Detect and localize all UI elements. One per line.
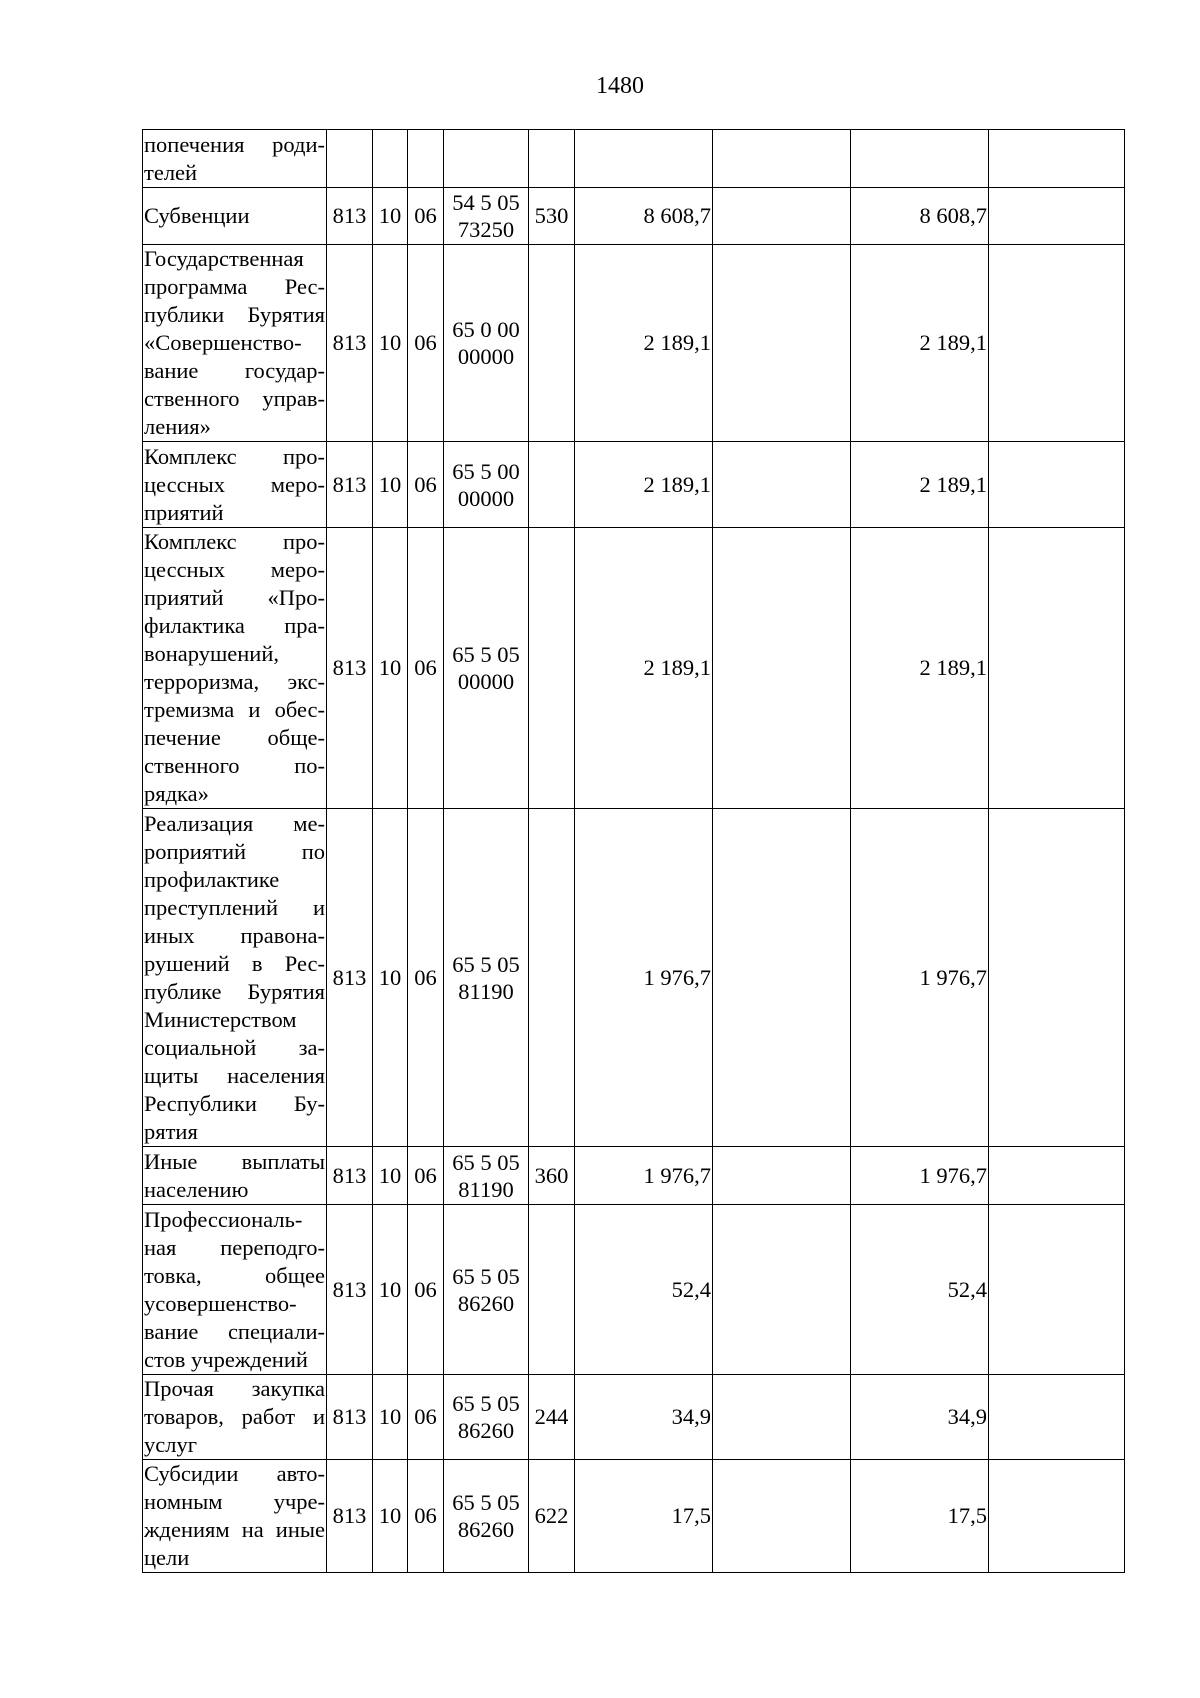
rz-cell: 10: [373, 188, 408, 245]
table-row: [143, 245, 1125, 442]
rz-cell: 10: [373, 245, 408, 442]
sum-cell-1: 2 189,1: [575, 528, 713, 809]
sum-cell-1: 8 608,7: [575, 188, 713, 245]
sum-cell-1: 1 976,7: [575, 1147, 713, 1205]
row-name-cell: Субсидии авто-номным учре-ждениям на иные цели: [143, 1460, 327, 1573]
csr-cell: 65 5 05 86260: [444, 1205, 529, 1375]
sum-cell-4: [989, 1205, 1125, 1375]
pr-cell: 06: [408, 1460, 444, 1573]
vr-cell: [529, 1205, 575, 1375]
csr-cell: 65 5 05 00000: [444, 528, 529, 809]
csr-cell: 65 5 00 00000: [444, 442, 529, 528]
sum-cell-3: 2 189,1: [851, 442, 989, 528]
pr-cell: 06: [408, 1147, 444, 1205]
row-name-cell: попечения роди-телей: [143, 130, 327, 188]
sum-cell-4: [989, 1375, 1125, 1460]
table-row: [143, 1147, 1125, 1205]
sum-cell-3: 2 189,1: [851, 245, 989, 442]
gr-cell: [327, 130, 373, 188]
sum-cell-1: 2 189,1: [575, 245, 713, 442]
sum-cell-3: 52,4: [851, 1205, 989, 1375]
row-name-cell: Комплекс про-цессных меро-приятий: [143, 442, 327, 528]
pr-cell: [408, 130, 444, 188]
csr-cell: [444, 130, 529, 188]
gr-cell: 813: [327, 245, 373, 442]
gr-cell: 813: [327, 1147, 373, 1205]
csr-cell: 65 5 05 86260: [444, 1375, 529, 1460]
sum-cell-4: [989, 245, 1125, 442]
rz-cell: 10: [373, 1375, 408, 1460]
csr-cell: 65 5 05 81190: [444, 1147, 529, 1205]
sum-cell-3: 1 976,7: [851, 1147, 989, 1205]
vr-cell: [529, 245, 575, 442]
vr-cell: 530: [529, 188, 575, 245]
csr-cell: 65 5 05 81190: [444, 809, 529, 1147]
sum-cell-4: [989, 1147, 1125, 1205]
pr-cell: 06: [408, 1375, 444, 1460]
csr-cell: 65 5 05 86260: [444, 1460, 529, 1573]
table-row: [143, 1205, 1125, 1375]
rz-cell: 10: [373, 1205, 408, 1375]
sum-cell-2: [713, 809, 851, 1147]
row-name-cell: Иные выплаты населению: [143, 1147, 327, 1205]
sum-cell-1: 17,5: [575, 1460, 713, 1573]
gr-cell: 813: [327, 809, 373, 1147]
csr-cell: 65 0 00 00000: [444, 245, 529, 442]
sum-cell-3: 1 976,7: [851, 809, 989, 1147]
pr-cell: 06: [408, 188, 444, 245]
vr-cell: 244: [529, 1375, 575, 1460]
row-name-cell: Субвенции: [143, 188, 327, 245]
gr-cell: 813: [327, 528, 373, 809]
vr-cell: 622: [529, 1460, 575, 1573]
pr-cell: 06: [408, 245, 444, 442]
pr-cell: 06: [408, 1205, 444, 1375]
rz-cell: 10: [373, 442, 408, 528]
sum-cell-2: [713, 1375, 851, 1460]
vr-cell: 360: [529, 1147, 575, 1205]
row-name-cell: Государственная программа Рес-публики Бурятия «Совершенство-вание государ-ственного управ-ления»: [143, 245, 327, 442]
row-name-cell: Комплекс про-цессных меро-приятий «Про-филактика пра-вонарушений, терроризма, экс-тремизма и обес-печение обще-ственного по-рядка»: [143, 528, 327, 809]
gr-cell: 813: [327, 1205, 373, 1375]
gr-cell: 813: [327, 1460, 373, 1573]
sum-cell-4: [989, 528, 1125, 809]
row-name-cell: Профессиональ-ная переподго-товка, общее усовершенство-вание специали-стов учреждений: [143, 1205, 327, 1375]
sum-cell-2: [713, 188, 851, 245]
gr-cell: 813: [327, 1375, 373, 1460]
rz-cell: 10: [373, 1147, 408, 1205]
sum-cell-1: 34,9: [575, 1375, 713, 1460]
sum-cell-2: [713, 1205, 851, 1375]
sum-cell-4: [989, 130, 1125, 188]
pr-cell: 06: [408, 442, 444, 528]
sum-cell-1: 2 189,1: [575, 442, 713, 528]
pr-cell: 06: [408, 528, 444, 809]
sum-cell-4: [989, 809, 1125, 1147]
pr-cell: 06: [408, 809, 444, 1147]
table-row: [143, 1460, 1125, 1573]
table-row: [143, 188, 1125, 245]
row-name-cell: Реализация ме-роприятий по профилактике преступлений и иных правона-рушений в Рес-публике Бурятия Министерством социальной за-щиты населения Республики Бу-рятия: [143, 809, 327, 1147]
sum-cell-3: [851, 130, 989, 188]
sum-cell-1: 1 976,7: [575, 809, 713, 1147]
rz-cell: 10: [373, 809, 408, 1147]
vr-cell: [529, 442, 575, 528]
sum-cell-2: [713, 442, 851, 528]
sum-cell-4: [989, 442, 1125, 528]
page-number: 1480: [596, 73, 644, 99]
sum-cell-4: [989, 1460, 1125, 1573]
vr-cell: [529, 809, 575, 1147]
vr-cell: [529, 528, 575, 809]
table-row: [143, 130, 1125, 188]
table-row: [143, 809, 1125, 1147]
vr-cell: [529, 130, 575, 188]
gr-cell: 813: [327, 188, 373, 245]
sum-cell-2: [713, 1460, 851, 1573]
sum-cell-1: [575, 130, 713, 188]
sum-cell-2: [713, 528, 851, 809]
rz-cell: 10: [373, 528, 408, 809]
csr-cell: 54 5 05 73250: [444, 188, 529, 245]
table-row: [143, 1375, 1125, 1460]
rz-cell: [373, 130, 408, 188]
budget-table: [142, 129, 1125, 1573]
sum-cell-3: 8 608,7: [851, 188, 989, 245]
sum-cell-4: [989, 188, 1125, 245]
sum-cell-1: 52,4: [575, 1205, 713, 1375]
table-row: [143, 442, 1125, 528]
sum-cell-2: [713, 130, 851, 188]
sum-cell-3: 2 189,1: [851, 528, 989, 809]
table-row: [143, 528, 1125, 809]
sum-cell-2: [713, 245, 851, 442]
sum-cell-2: [713, 1147, 851, 1205]
sum-cell-3: 34,9: [851, 1375, 989, 1460]
sum-cell-3: 17,5: [851, 1460, 989, 1573]
gr-cell: 813: [327, 442, 373, 528]
row-name-cell: Прочая закупка товаров, работ и услуг: [143, 1375, 327, 1460]
rz-cell: 10: [373, 1460, 408, 1573]
